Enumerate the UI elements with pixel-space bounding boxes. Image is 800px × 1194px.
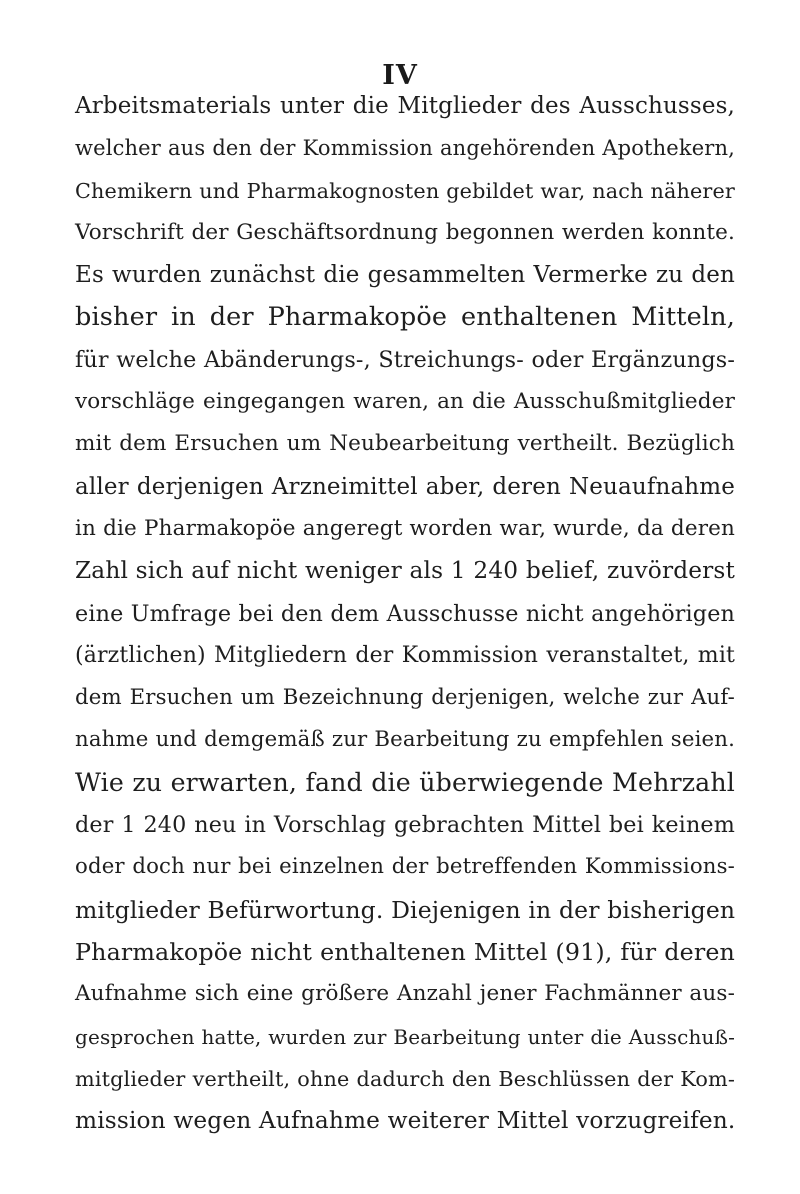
text-line: bisher in der Pharmakopöe enthaltenen Mitteln, xyxy=(75,302,735,333)
text-line: welcher aus den der Kommission angehörenden Apothekern, xyxy=(75,136,735,161)
text-line: dem Ersuchen um Bezeichnung derjenigen, welche zur Auf- xyxy=(75,685,735,711)
body-paragraph xyxy=(75,85,735,1142)
text-line: gesprochen hatte, wurden zur Bearbeitung unter die Ausschuß- xyxy=(75,1024,735,1049)
text-line: Aufnahme sich eine größere Anzahl jener Fachmänner aus- xyxy=(75,981,735,1007)
text-line: Chemikern und Pharmakognosten gebildet war, nach näherer xyxy=(75,178,735,203)
text-line: Wie zu erwarten, fand die überwiegende Mehrzahl xyxy=(75,767,735,797)
text-line: mitglieder Befürwortung. Diejenigen in der bisherigen xyxy=(75,895,736,924)
text-line: der 1 240 neu in Vorschlag gebrachten Mittel bei keinem xyxy=(75,812,735,839)
page-number: IV xyxy=(382,60,418,91)
text-line: (ärztlichen) Mitgliedern der Kommission veranstaltet, mit xyxy=(75,642,735,668)
text-line: oder doch nur bei einzelnen der betreffenden Kommissions- xyxy=(75,854,735,880)
text-line: aller derjenigen Arzneimittel aber, deren Neuaufnahme xyxy=(75,473,735,500)
text-line: Arbeitsmaterials unter die Mitglieder des Ausschusses, xyxy=(75,93,735,119)
text-line: vorschläge eingegangen waren, an die Ausschußmitglieder xyxy=(75,389,735,415)
text-line: Vorschrift der Geschäftsordnung begonnen werden konnte. xyxy=(75,219,735,245)
text-line: Pharmakopöe nicht enthaltenen Mittel (91), für deren xyxy=(75,937,735,966)
text-line: für welche Abänderungs-, Streichungs- oder Ergänzungs- xyxy=(75,346,735,373)
text-line: nahme und demgemäß zur Bearbeitung zu empfehlen seien. xyxy=(75,727,735,753)
text-line: Es wurden zunächst die gesammelten Vermerke zu den xyxy=(75,262,735,289)
text-line: in die Pharmakopöe angeregt worden war, wurde, da deren xyxy=(75,515,735,541)
text-line: mission wegen Aufnahme weiterer Mittel vorzugreifen. xyxy=(75,1107,736,1135)
text-line: mitglieder vertheilt, ohne dadurch den Beschlüssen der Kom- xyxy=(75,1066,735,1091)
text-line: Zahl sich auf nicht weniger als 1 240 belief, zuvörderst xyxy=(75,557,735,585)
text-line: mit dem Ersuchen um Neubearbeitung vertheilt. Bezüglich xyxy=(75,431,735,457)
text-line: eine Umfrage bei den dem Ausschusse nicht angehörigen xyxy=(75,600,735,627)
